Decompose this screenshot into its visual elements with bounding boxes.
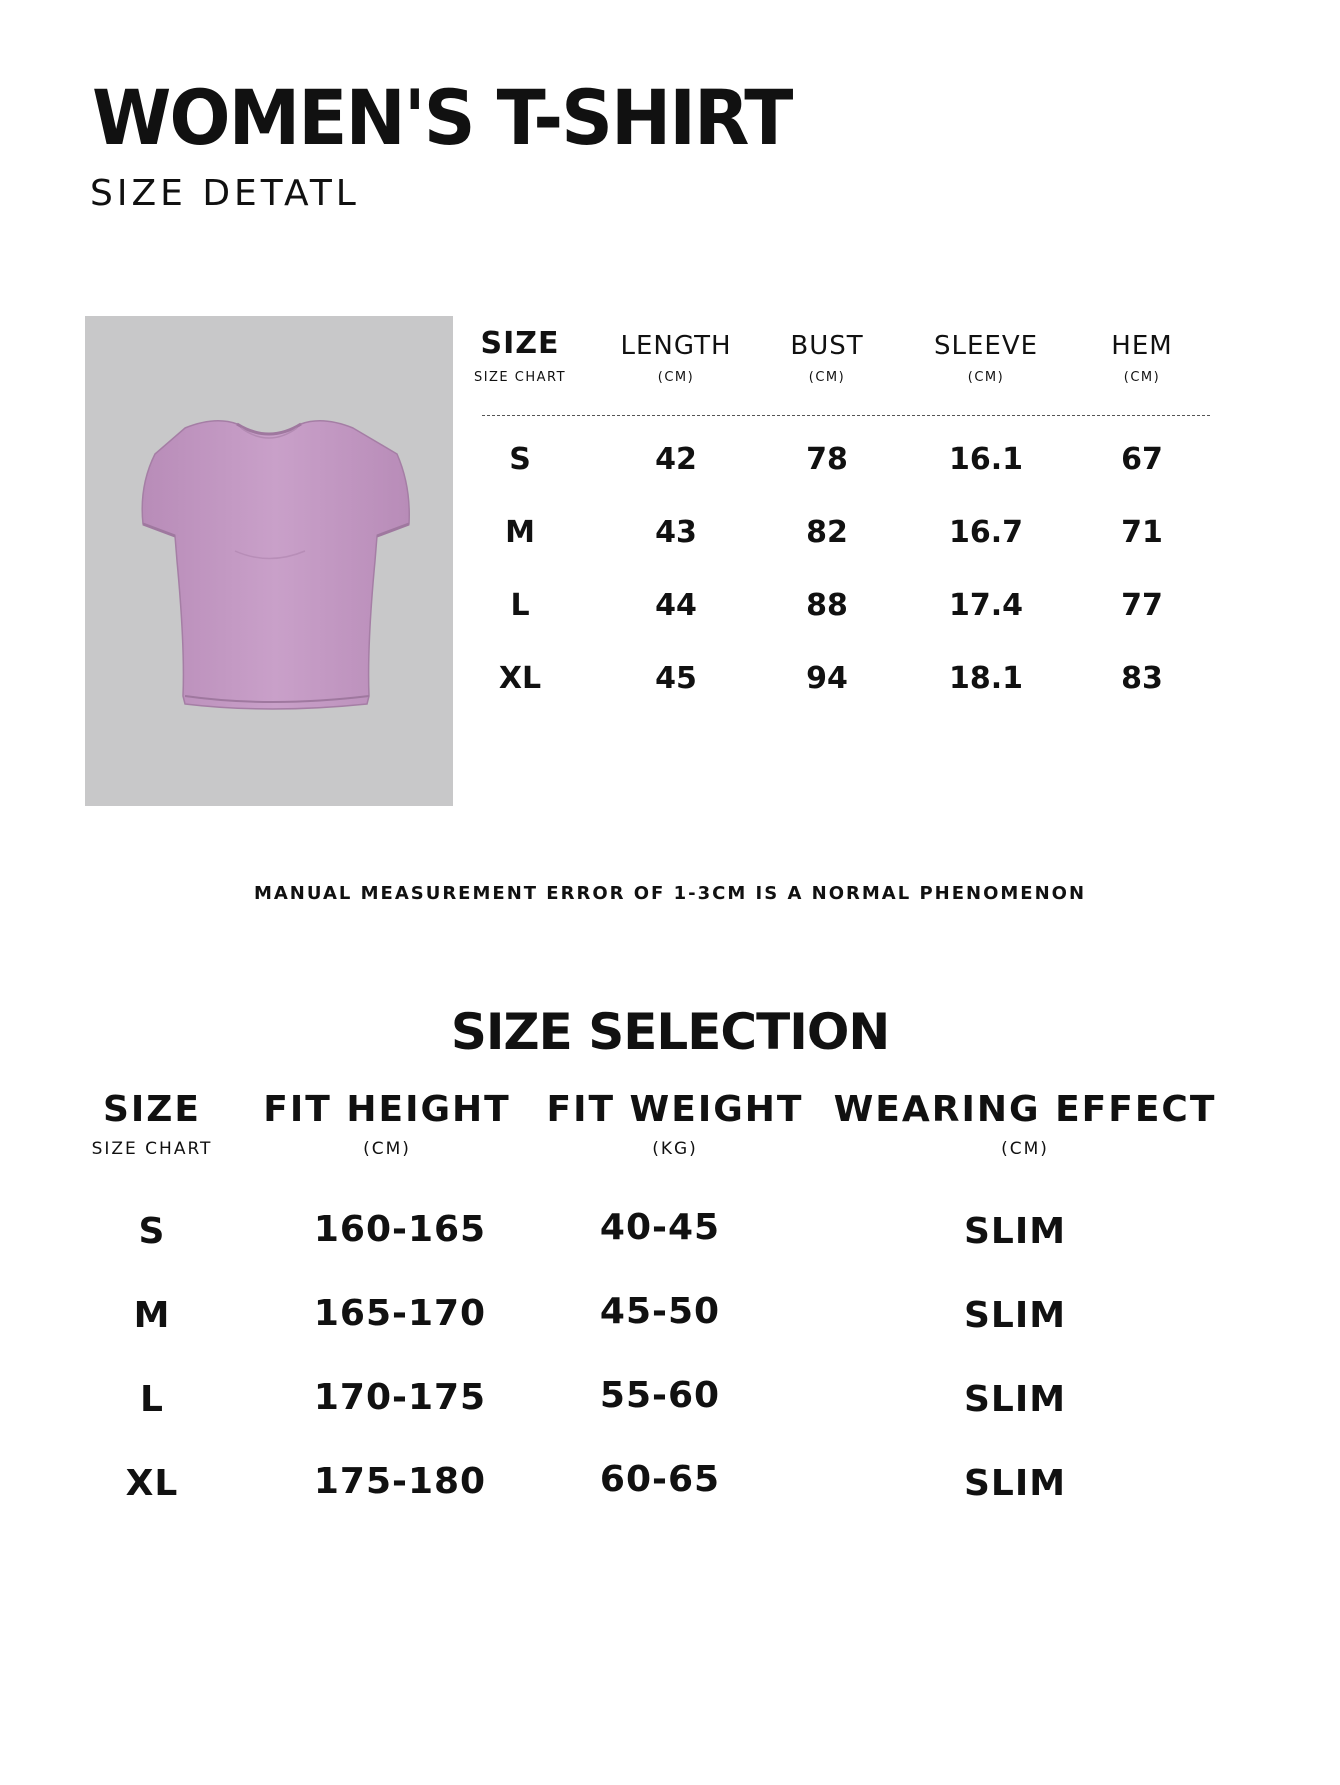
sel-col-effect-sub: (CM)	[1001, 1139, 1049, 1159]
measurement-note: MANUAL MEASUREMENT ERROR OF 1-3CM IS A NORMAL PHENOMENON	[253, 883, 1087, 904]
sel-col-height: FIT HEIGHT	[263, 1089, 511, 1130]
page-subtitle: SIZE DETATL	[90, 173, 360, 214]
dt-col-length: LENGTH (CM)	[620, 331, 732, 385]
sel-col-size: SIZE	[102, 1089, 202, 1130]
sel-col-weight: FIT WEIGHT	[546, 1089, 804, 1130]
size-chart-page: WOMEN'S T-SHIRT SIZE DETATL SIZE SIZE CHART LENGTH (CM) BUST (CM) SLEEVE (CM) HEM (CM) S 42 78 16.1 67 M 43 82 16.7 71 L 44 88 17.4 77 XL 45 94 18.1 83 MANUAL MEASUREMENT ERROR OF 1-3CM IS A NORMAL PHENOMENON SIZE SELECTION SIZE SIZE CHART FIT HEIGHT (CM) FIT WEIGHT (KG) WEARING EFFECT (CM) S 160-165 40-45 SLIM M 165-170 45-50 SLIM L 170-175 55-60 SLIM XL 175-180 60-65 SLIM	[0, 0, 1340, 1785]
product-image	[85, 316, 453, 806]
dt-col-hem: HEM (CM)	[1111, 331, 1173, 385]
sel-col-weight-sub: (KG)	[652, 1139, 698, 1159]
dt-col-sleeve: SLEEVE (CM)	[933, 331, 1039, 385]
sel-col-effect: WEARING EFFECT	[833, 1089, 1217, 1130]
dashed-divider	[482, 415, 1210, 416]
sel-col-size-sub: SIZE CHART	[91, 1139, 213, 1159]
dt-col-size: SIZE SIZE CHART	[473, 326, 567, 385]
page-title: WOMEN'S T-SHIRT	[92, 73, 792, 162]
dt-col-bust: BUST (CM)	[790, 331, 864, 385]
tshirt-icon	[85, 316, 453, 806]
section-title: SIZE SELECTION	[450, 1003, 890, 1061]
sel-col-height-sub: (CM)	[363, 1139, 411, 1159]
